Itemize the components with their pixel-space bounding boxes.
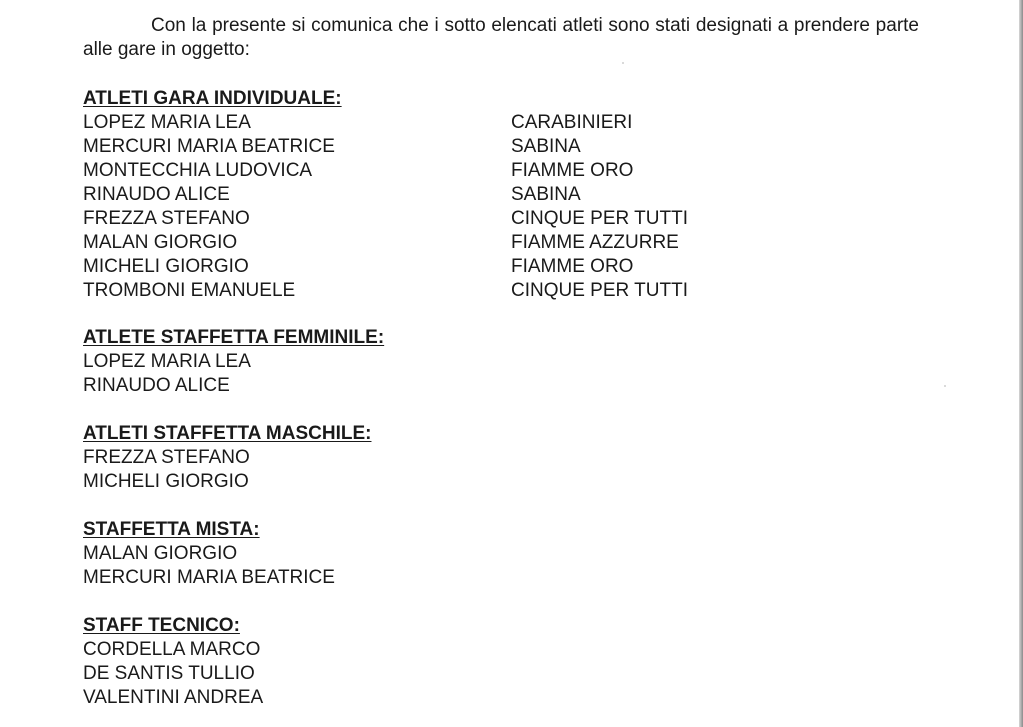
- section-heading-technical-staff: STAFF TECNICO:: [83, 615, 240, 636]
- athlete-row: [83, 255, 634, 279]
- list-item: MALAN GIORGIO: [83, 543, 238, 564]
- section-heading-male-relay: ATLETI STAFFETTA MASCHILE:: [83, 423, 372, 444]
- athlete-team: FIAMME ORO: [511, 256, 634, 277]
- section-individual: [83, 87, 688, 303]
- list-item: MERCURI MARIA BEATRICE: [83, 567, 335, 588]
- athlete-name: MERCURI MARIA BEATRICE: [83, 136, 335, 157]
- athlete-name: TROMBONI EMANUELE: [83, 280, 296, 301]
- list-item: LOPEZ MARIA LEA: [83, 351, 251, 372]
- athlete-team: SABINA: [511, 136, 581, 157]
- list-item: CORDELLA MARCO: [83, 639, 261, 660]
- scan-speck: [944, 385, 946, 387]
- list-item: DE SANTIS TULLIO: [83, 663, 255, 684]
- list-item: RINAUDO ALICE: [83, 375, 230, 396]
- athlete-row: [83, 231, 679, 255]
- section-heading-individual: ATLETI GARA INDIVIDUALE:: [83, 88, 342, 109]
- intro-paragraph: Con la presente si comunica che i sotto elencati atleti sono stati designati a prendere parte alle gare in oggetto:: [83, 15, 919, 60]
- athlete-team: CINQUE PER TUTTI: [511, 208, 688, 229]
- section-technical-staff: [83, 614, 263, 710]
- athlete-team: SABINA: [511, 184, 581, 205]
- athlete-row: [83, 135, 581, 159]
- list-item: MICHELI GIORGIO: [83, 471, 249, 492]
- athlete-name: MICHELI GIORGIO: [83, 256, 249, 277]
- athlete-name: RINAUDO ALICE: [83, 184, 230, 205]
- section-heading-female-relay: ATLETE STAFFETTA FEMMINILE:: [83, 327, 385, 348]
- athlete-row: [83, 207, 688, 231]
- athlete-team: FIAMME AZZURRE: [511, 232, 679, 253]
- athlete-team: CINQUE PER TUTTI: [511, 280, 688, 301]
- athlete-name: MONTECCHIA LUDOVICA: [83, 160, 313, 181]
- athlete-team: FIAMME ORO: [511, 160, 634, 181]
- athlete-name: LOPEZ MARIA LEA: [83, 112, 251, 133]
- list-item: VALENTINI ANDREA: [83, 687, 264, 708]
- section-male-relay: [83, 422, 371, 494]
- athlete-row: [83, 159, 634, 183]
- section-heading-mixed-relay: STAFFETTA MISTA:: [83, 519, 260, 540]
- athlete-name: FREZZA STEFANO: [83, 208, 250, 229]
- athlete-row: [83, 183, 581, 207]
- athlete-name: MALAN GIORGIO: [83, 232, 238, 253]
- scan-speck: [622, 62, 624, 64]
- list-item: FREZZA STEFANO: [83, 447, 250, 468]
- athlete-row: [83, 279, 688, 303]
- athlete-row: [83, 111, 633, 135]
- section-mixed-relay: [83, 518, 335, 590]
- page-edge-shadow: [1019, 0, 1023, 727]
- section-female-relay: [83, 326, 384, 398]
- athlete-team: CARABINIERI: [511, 112, 633, 133]
